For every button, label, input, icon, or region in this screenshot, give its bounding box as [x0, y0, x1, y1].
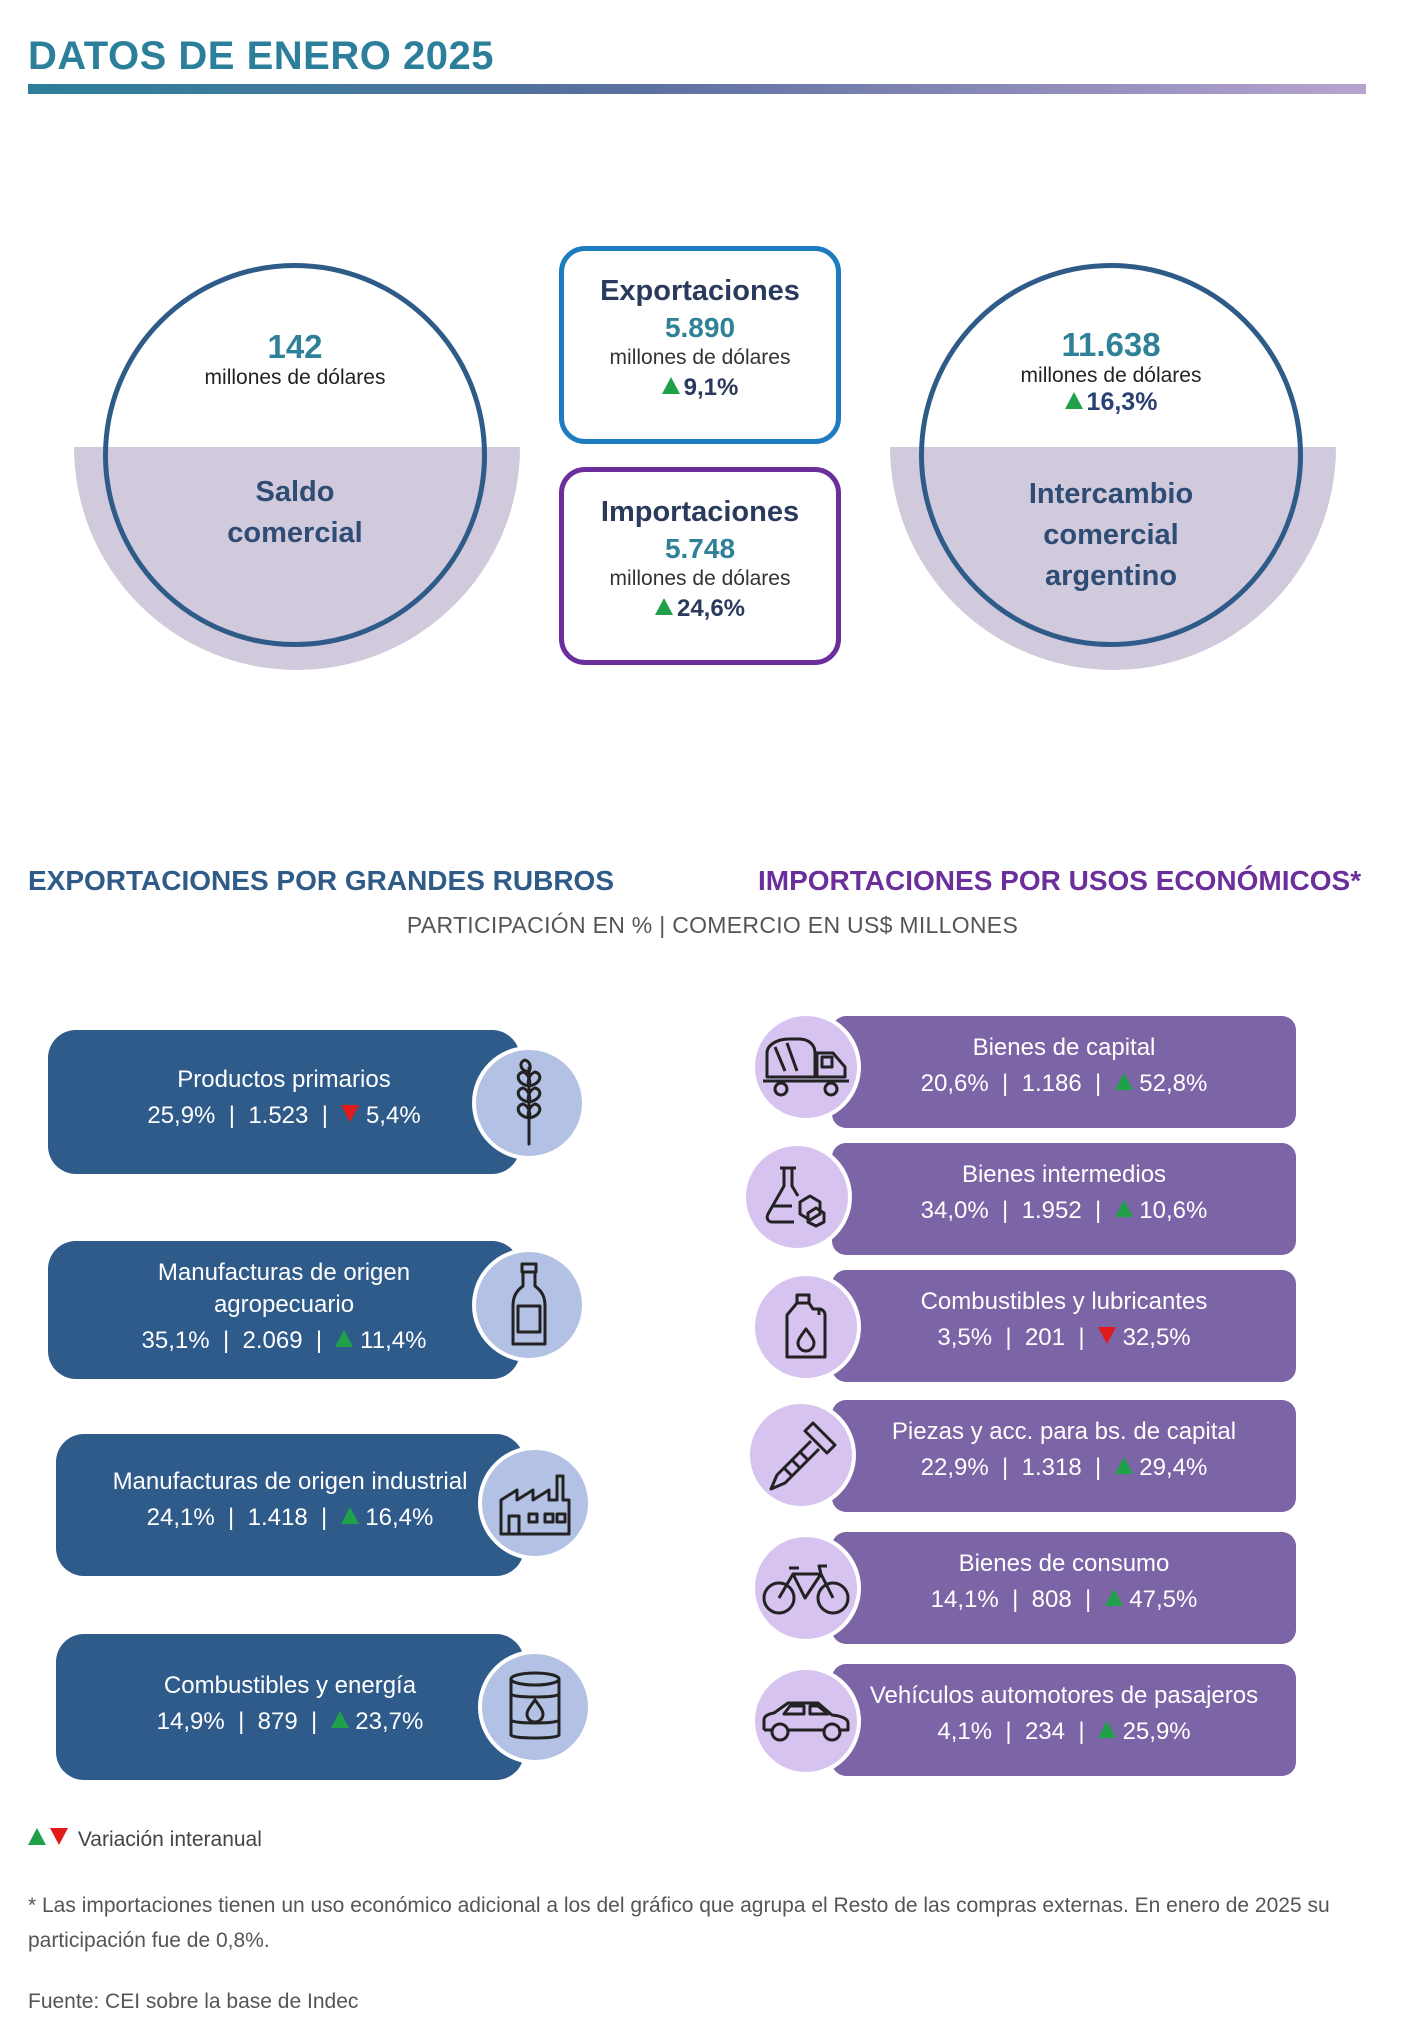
export-label: Productos primarios [177, 1066, 391, 1093]
export-value: 879 [257, 1708, 298, 1735]
export-row-productos-primarios [48, 1030, 520, 1174]
up-arrow-icon [1115, 1200, 1133, 1217]
export-label: Manufacturas de origen industrial [112, 1468, 468, 1495]
intercambio-figures [931, 326, 1291, 417]
import-row-combustibles-lubricantes [832, 1270, 1296, 1382]
intercambio-unit: millones de dólares [1020, 364, 1202, 387]
importaciones-unit: millones de dólares [609, 567, 791, 590]
legend-text: Variación interanual [77, 1828, 262, 1851]
import-share: 14,1% [930, 1586, 999, 1613]
up-arrow-icon [341, 1507, 359, 1524]
import-row-bienes-de-capital [832, 1016, 1296, 1128]
bottle-icon [472, 1248, 586, 1362]
intercambio-label-line3: argentino [1044, 560, 1178, 592]
chemistry-flask-icon [742, 1142, 852, 1252]
export-share: 35,1% [141, 1327, 210, 1354]
intercambio-value: 11.638 [1061, 326, 1161, 363]
up-arrow-icon [1115, 1457, 1133, 1474]
intercambio-change-value: 16,3% [1086, 388, 1158, 416]
bicycle-icon [751, 1533, 861, 1643]
up-arrow-icon [28, 1828, 46, 1845]
exportaciones-change-value: 9,1% [683, 374, 739, 401]
screw-icon [746, 1400, 856, 1510]
import-stats: 3,5% | 201 | 32,5% [937, 1324, 1191, 1351]
import-stats: 14,1% | 808 | 47,5% [930, 1586, 1198, 1613]
intercambio-label-line2: comercial [1043, 519, 1179, 551]
export-change: 11,4% [360, 1327, 427, 1354]
footnote: * Las importaciones tienen un uso económico adicional a los del gráfico que agrupa el Resto de las compras externas. En enero de 2025 su participación fue de 0,8%. [28, 1894, 1330, 1952]
import-stats: 22,9% | 1.318 | 29,4% [920, 1454, 1208, 1481]
importaciones-value: 5.748 [664, 533, 736, 564]
import-row-piezas-accesorios [832, 1400, 1296, 1512]
up-arrow-icon [331, 1711, 349, 1728]
wheat-icon [472, 1046, 586, 1160]
export-stats: 24,1% | 1.418 | 16,4% [146, 1504, 434, 1531]
import-row-bienes-de-consumo [832, 1532, 1296, 1644]
down-arrow-icon [1098, 1327, 1116, 1344]
import-change: 29,4% [1139, 1454, 1208, 1481]
export-stats: 14,9% | 879 | 23,7% [156, 1708, 424, 1735]
concrete-truck-icon [751, 1012, 861, 1122]
imports-heading: IMPORTACIONES POR USOS ECONÓMICOS* [758, 865, 1362, 896]
saldo-figures [115, 328, 475, 390]
export-change: 16,4% [365, 1504, 434, 1531]
import-share: 34,0% [920, 1197, 989, 1224]
legend [28, 1828, 262, 1852]
import-label: Bienes de capital [972, 1034, 1156, 1061]
saldo-label-line2: comercial [227, 517, 363, 549]
saldo-ring [103, 263, 487, 647]
exportaciones-value: 5.890 [664, 312, 736, 343]
import-change: 25,9% [1122, 1718, 1191, 1745]
factory-icon [478, 1446, 592, 1560]
import-share: 22,9% [920, 1454, 989, 1481]
import-stats: 20,6% | 1.186 | 52,8% [920, 1070, 1208, 1097]
up-arrow-icon [1105, 1589, 1123, 1606]
import-label: Bienes intermedios [961, 1161, 1167, 1188]
exports-heading: EXPORTACIONES POR GRANDES RUBROS [28, 865, 614, 896]
importaciones-card [559, 467, 841, 665]
import-value: 1.186 [1021, 1070, 1082, 1097]
page-title: DATOS DE ENERO 2025 [28, 34, 494, 78]
import-value: 1.952 [1021, 1197, 1082, 1224]
import-value: 808 [1031, 1586, 1072, 1613]
up-arrow-icon [1065, 392, 1083, 409]
import-change: 52,8% [1139, 1070, 1208, 1097]
importaciones-change-value: 24,6% [676, 595, 746, 622]
import-stats: 34,0% | 1.952 | 10,6% [920, 1197, 1208, 1224]
car-icon [751, 1666, 861, 1776]
export-stats: 35,1% | 2.069 | 11,4% [141, 1327, 427, 1354]
intercambio-label [931, 474, 1291, 597]
import-share: 20,6% [920, 1070, 989, 1097]
intercambio-change [931, 388, 1291, 417]
intercambio-label-line1: Intercambio [1028, 478, 1194, 510]
import-label: Piezas y acc. para bs. de capital [891, 1418, 1237, 1445]
saldo-label-line1: Saldo [255, 476, 335, 508]
title-gradient-rule [28, 84, 1366, 94]
export-label: Manufacturas de origen agropecuario [157, 1259, 411, 1318]
exportaciones-card [559, 246, 841, 444]
export-stats: 25,9% | 1.523 | 5,4% [147, 1102, 421, 1129]
import-value: 1.318 [1021, 1454, 1082, 1481]
export-value: 1.523 [248, 1102, 309, 1129]
import-share: 3,5% [937, 1324, 993, 1351]
exportaciones-change [564, 374, 836, 402]
import-label: Combustibles y lubricantes [920, 1288, 1208, 1315]
import-stats: 4,1% | 234 | 25,9% [937, 1718, 1191, 1745]
down-arrow-icon [341, 1105, 359, 1122]
export-row-combustibles-energia [56, 1634, 524, 1780]
export-value: 1.418 [247, 1504, 308, 1531]
export-row-manufacturas-agropecuario [48, 1241, 520, 1379]
section-subheading: PARTICIPACIÓN EN % | COMERCIO EN US$ MILLONES [406, 912, 1019, 938]
import-change: 47,5% [1129, 1586, 1198, 1613]
export-label: Combustibles y energía [163, 1672, 417, 1699]
saldo-unit: millones de dólares [204, 366, 386, 389]
import-change: 32,5% [1122, 1324, 1191, 1351]
export-share: 24,1% [146, 1504, 215, 1531]
oil-barrel-icon [478, 1650, 592, 1764]
export-share: 14,9% [156, 1708, 225, 1735]
export-change: 5,4% [365, 1102, 421, 1129]
import-row-vehiculos-pasajeros [832, 1664, 1296, 1776]
exportaciones-title: Exportaciones [600, 275, 800, 307]
saldo-label [115, 472, 475, 554]
export-change: 23,7% [355, 1708, 424, 1735]
export-share: 25,9% [147, 1102, 216, 1129]
source-note: Fuente: CEI sobre la base de Indec [28, 1990, 359, 2013]
exportaciones-unit: millones de dólares [609, 346, 791, 369]
import-row-bienes-intermedios [832, 1143, 1296, 1255]
saldo-value: 142 [267, 328, 323, 365]
import-label: Bienes de consumo [958, 1550, 1170, 1577]
import-value: 201 [1024, 1324, 1065, 1351]
up-arrow-icon [1115, 1073, 1133, 1090]
up-arrow-icon [662, 377, 680, 394]
export-value: 2.069 [242, 1327, 303, 1354]
importaciones-title: Importaciones [600, 496, 800, 528]
import-value: 234 [1024, 1718, 1065, 1745]
down-arrow-icon [50, 1828, 68, 1845]
up-arrow-icon [655, 598, 673, 615]
export-row-manufacturas-industrial [56, 1434, 524, 1576]
import-label: Vehículos automotores de pasajeros [869, 1682, 1259, 1709]
up-arrow-icon [335, 1330, 353, 1347]
up-arrow-icon [1098, 1721, 1116, 1738]
import-change: 10,6% [1139, 1197, 1208, 1224]
importaciones-change [564, 595, 836, 623]
fuel-can-icon [751, 1272, 861, 1382]
import-share: 4,1% [937, 1718, 993, 1745]
